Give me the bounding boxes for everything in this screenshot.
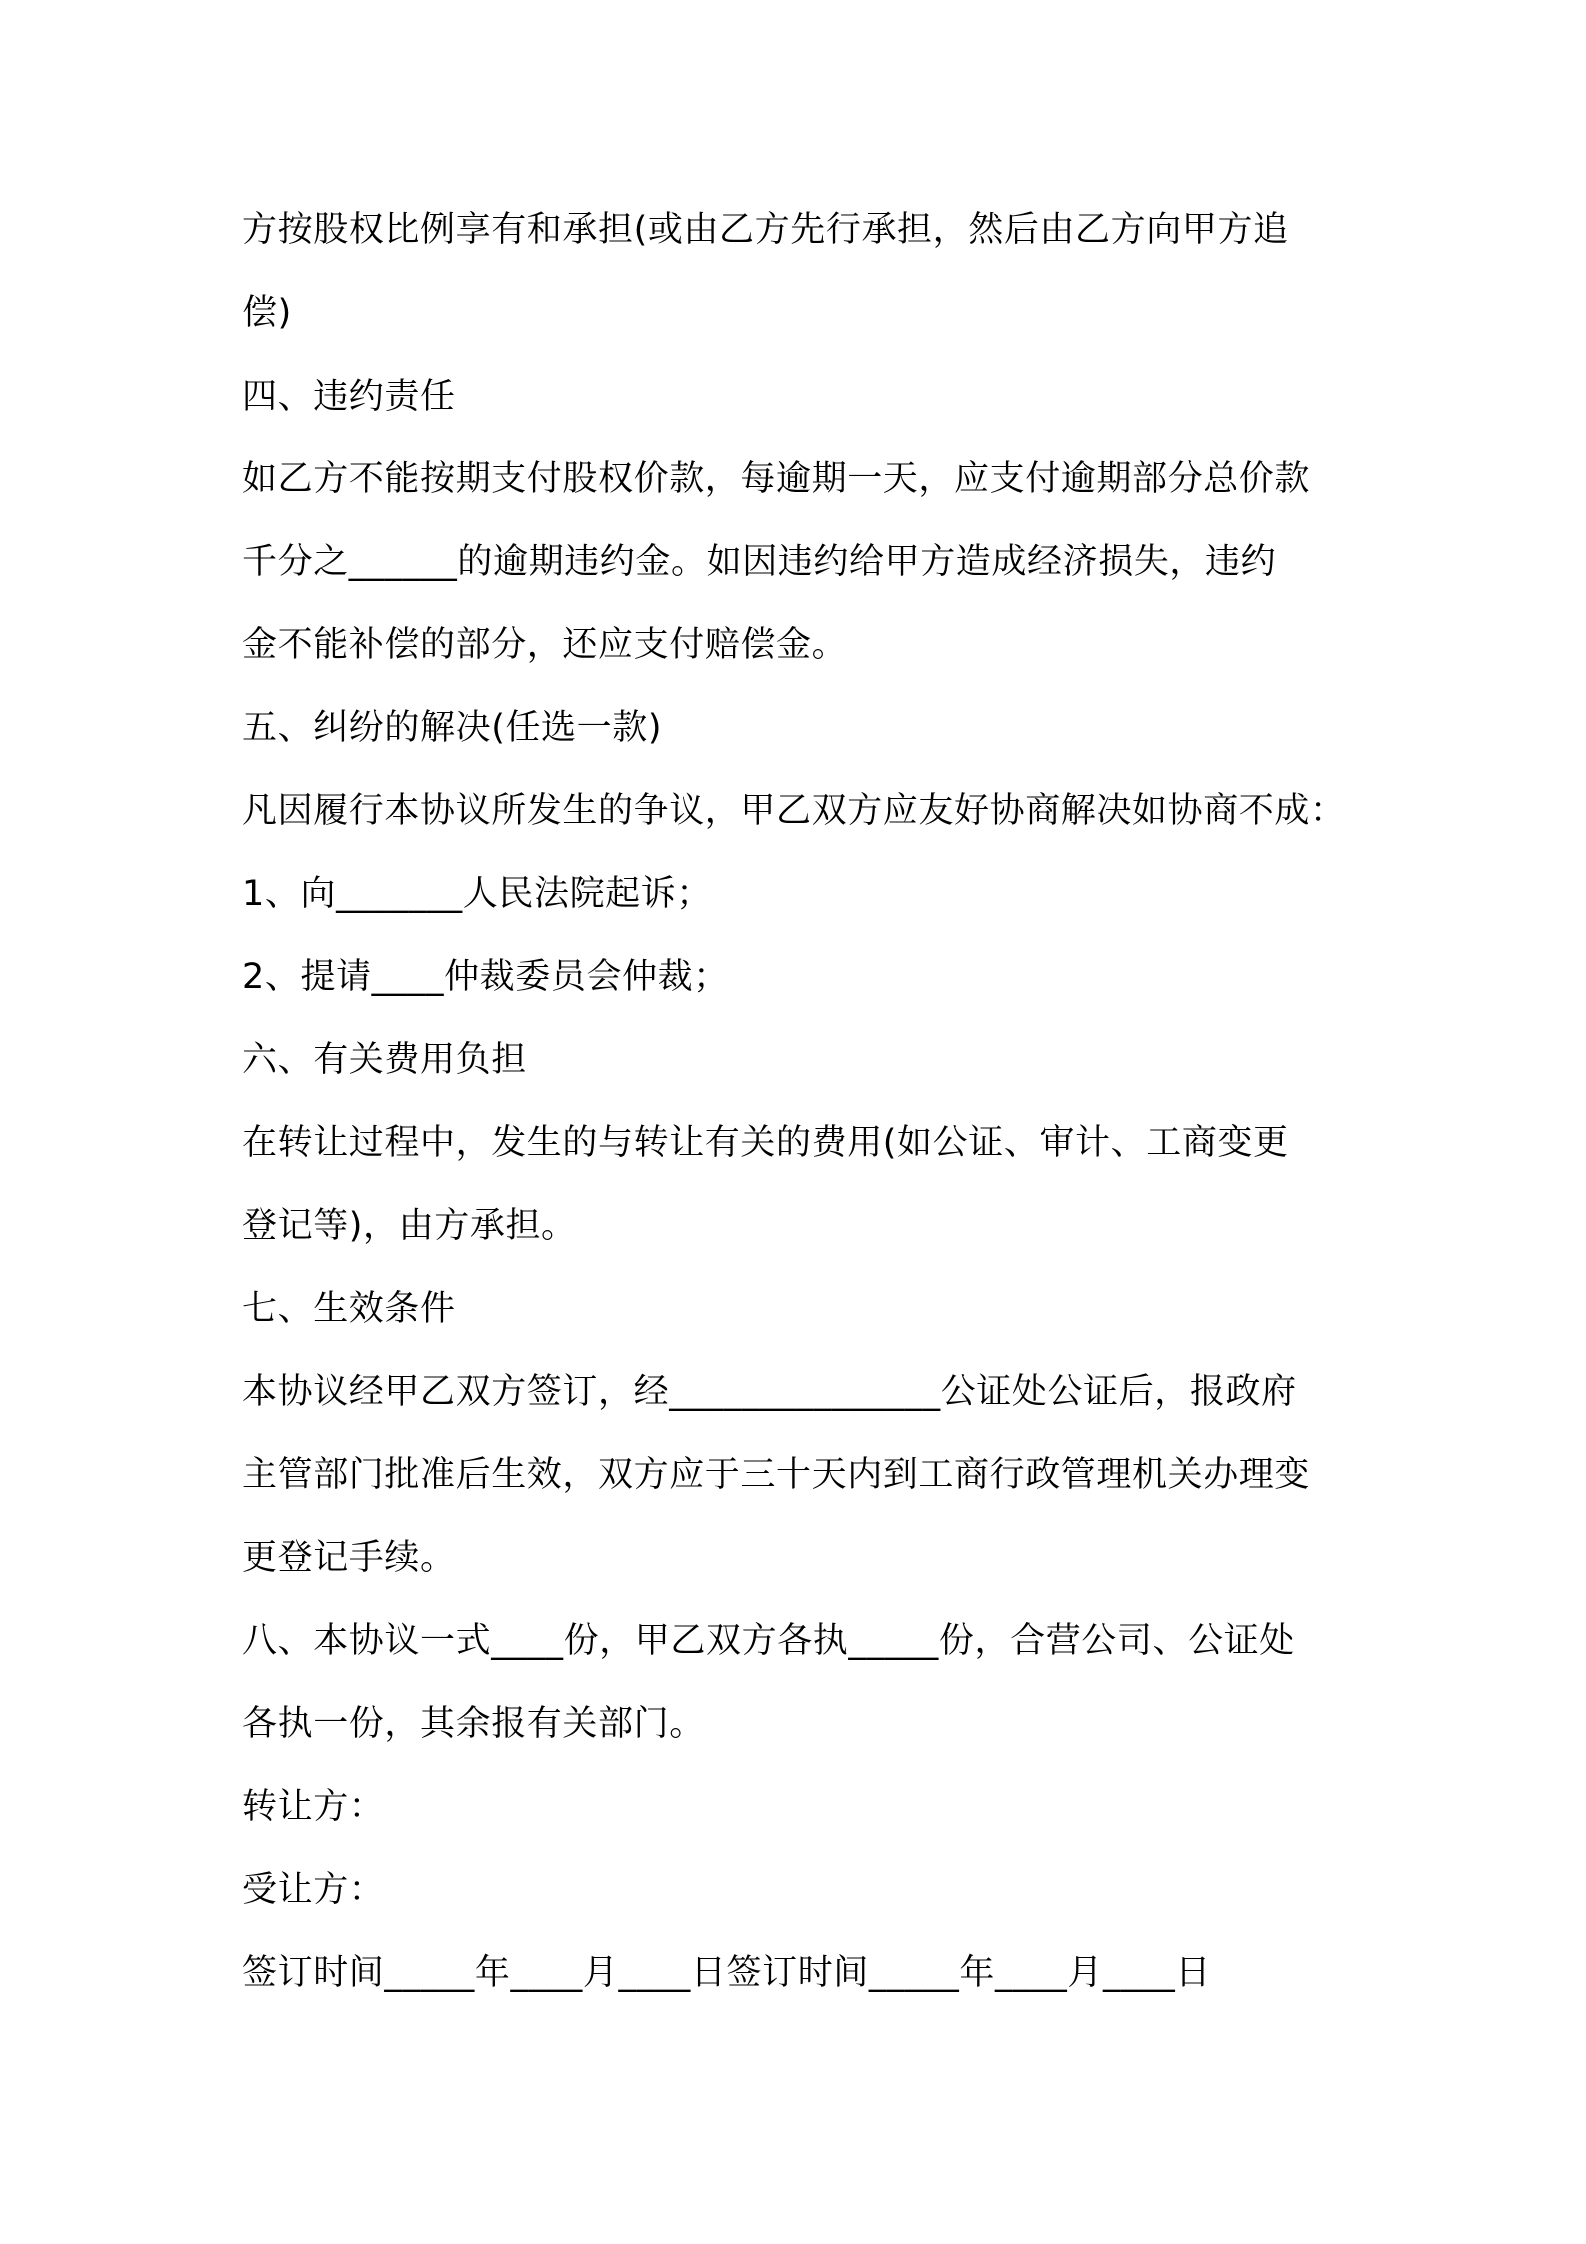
text-line: 偿) (242, 293, 292, 333)
section-heading: 五、纠纷的解决(任选一款) (242, 708, 663, 748)
section-heading: 六、有关费用负担 (242, 1040, 527, 1080)
signature-label-transferee: 受让方： (242, 1870, 385, 1910)
text-line: 本协议经甲乙双方签订，经_______________公证处公证后，报政府 (242, 1372, 1297, 1412)
text-line: 在转让过程中，发生的与转让有关的费用(如公证、审计、工商变更 (242, 1123, 1289, 1163)
text-line: 如乙方不能按期支付股权价款，每逾期一天，应支付逾期部分总价款 (242, 459, 1311, 499)
list-item: 2、提请____仲裁委员会仲裁； (242, 957, 729, 997)
text-line: 金不能补偿的部分，还应支付赔偿金。 (242, 625, 848, 665)
section-heading: 七、生效条件 (242, 1289, 456, 1329)
signing-date-line: 签订时间_____年____月____日签订时间_____年____月____日 (242, 1953, 1212, 1993)
list-item: 1、向_______人民法院起诉； (242, 874, 712, 914)
text-line: 登记等)，由方承担。 (242, 1206, 577, 1246)
text-line: 凡因履行本协议所发生的争议，甲乙双方应友好协商解决如协商不成： (242, 791, 1346, 831)
text-line: 方按股权比例享有和承担(或由乙方先行承担，然后由乙方向甲方追 (242, 210, 1289, 250)
text-line: 千分之______的逾期违约金。如因违约给甲方造成经济损失，违约 (242, 542, 1277, 582)
text-line: 主管部门批准后生效，双方应于三十天内到工商行政管理机关办理变 (242, 1455, 1311, 1495)
section-heading: 八、本协议一式____份，甲乙双方各执_____份，合营公司、公证处 (242, 1621, 1295, 1661)
text-line: 更登记手续。 (242, 1538, 456, 1578)
section-heading: 四、违约责任 (242, 377, 456, 417)
signature-label-transferor: 转让方： (242, 1787, 385, 1827)
text-line: 各执一份，其余报有关部门。 (242, 1704, 705, 1744)
